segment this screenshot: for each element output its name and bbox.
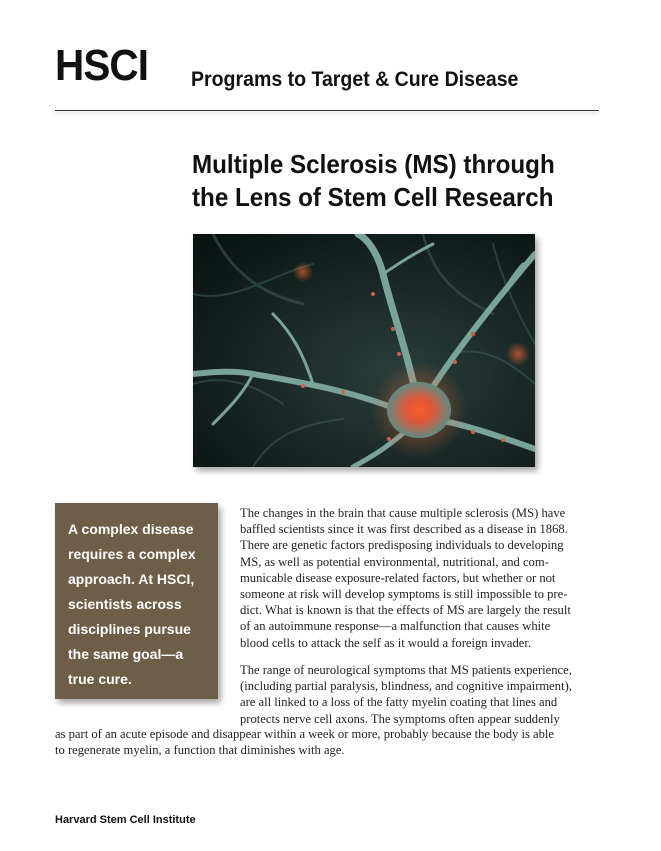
body-paragraph-2: [240, 662, 590, 727]
brand-logo-text: HSCI: [55, 41, 149, 90]
body-paragraph-1: [240, 505, 590, 651]
article-title: [192, 148, 583, 214]
callout-text: A complex disease requires a complex approach. At HSCI, scientists across disciplines pursue the same goal—a true cure.: [68, 521, 196, 687]
text-line: of an autoimmune response—a malfunction that causes white: [240, 619, 551, 634]
text-line: to regenerate myelin, a function that diminishes with age.: [55, 743, 345, 758]
article-title-line: the Lens of Stem Cell Research: [192, 182, 554, 212]
text-line: blood cells to attack the self as it would a foreign invader.: [240, 635, 531, 650]
text-line: protects nerve cell axons. The symptoms often appear suddenly: [240, 711, 560, 726]
article-title-line: Multiple Sclerosis (MS) through: [192, 149, 555, 179]
header-tagline: Programs to Target & Cure Disease: [191, 68, 519, 91]
text-line: The range of neurological symptoms that MS patients experience,: [240, 663, 572, 677]
callout-box: [55, 503, 218, 699]
text-line: MS, as well as potential environmental, nutritional, and com-: [240, 554, 549, 569]
body-paragraph-2-continued: [55, 726, 595, 758]
text-line: are all linked to a loss of the fatty myelin coating that lines and: [240, 695, 558, 710]
text-line: dict. What is known is that the effects of MS are largely the result: [240, 603, 571, 618]
text-line: someone at risk will develop symptoms is still impossible to pre-: [240, 587, 568, 602]
footer-institution: Harvard Stem Cell Institute: [55, 814, 196, 826]
neuron-illustration: [193, 234, 535, 467]
header-divider: [55, 110, 599, 111]
text-line: baffled scientists since it was first described as a disease in 1868.: [240, 522, 568, 537]
text-line: There are genetic factors predisposing individuals to developing: [240, 538, 564, 553]
text-line: municable disease exposure-related factors, but whether or not: [240, 570, 556, 585]
text-line: The changes in the brain that cause multiple sclerosis (MS) have: [240, 506, 566, 520]
text-line: as part of an acute episode and disappear within a week or more, probably because the body is able: [55, 727, 555, 741]
text-line: (including partial paralysis, blindness, and cognitive impairment),: [240, 679, 572, 694]
neuron-image: [193, 234, 535, 467]
